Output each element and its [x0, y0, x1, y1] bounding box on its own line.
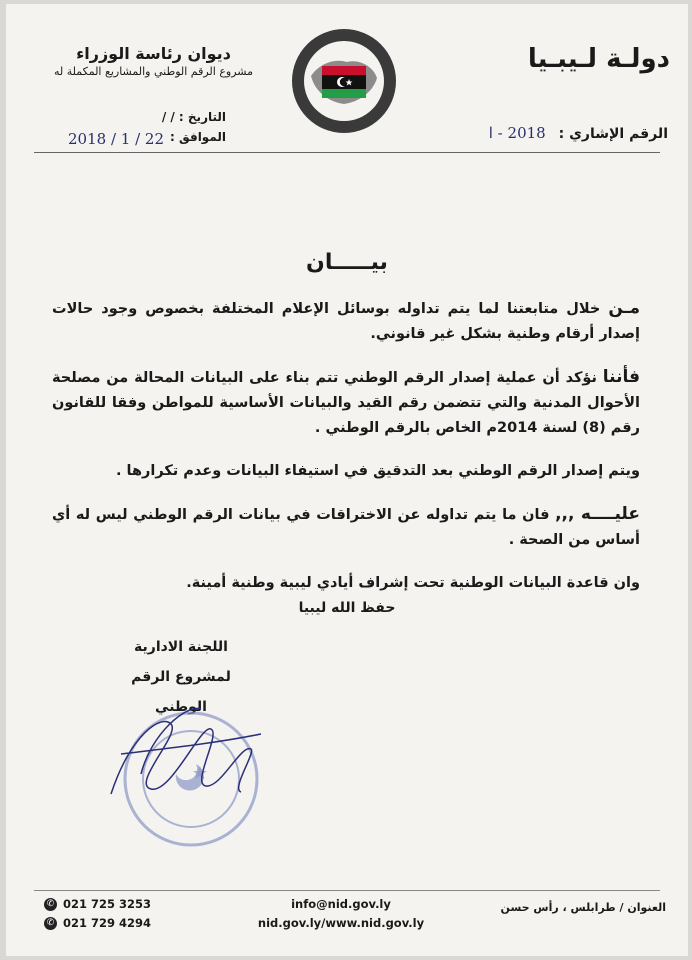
paragraph-3-text: ويتم إصدار الرقم الوطني بعد التدقيق في استيفاء البيانات وعدم تكرارها .: [115, 463, 640, 479]
paragraph-1-text: خلال متابعتنا لما يتم تداوله بوسائل الإعلام المختلفة بخصوص وجود حالات إصدار أرقام وطنية بشكل غير قانوني.: [52, 301, 640, 342]
date-block: [46, 110, 261, 150]
reference-number: [489, 124, 668, 142]
paragraph-4-text: فان ما يتم تداوله عن الاختراقات في بيانات الرقم الوطني ليس له أي أساس من الصحة .: [52, 507, 640, 548]
phone-number-2: 021 729 4294: [63, 916, 152, 930]
header-state: [528, 44, 670, 74]
header-divider: [34, 152, 660, 153]
footer-phones: [44, 895, 151, 933]
header-office: [46, 44, 261, 78]
footer-divider: [34, 890, 660, 891]
signatory-line-1: اللجنة الادارية: [134, 639, 228, 655]
paragraph-5: [52, 571, 640, 596]
paragraph-2-text: نؤكد أن عملية إصدار الرقم الوطني تتم بناء على البيانات المحالة من مصلحة الأحوال المدنية والتي تتضمن رقم القيد والبيانات الأساسية للمواطن وفقا للقانون رقم (8) لسنة 2014م الخاص بالرقم الوطني .: [52, 370, 640, 436]
gregorian-date-label: الموافق :: [170, 130, 226, 144]
phone-icon: ✆: [44, 898, 57, 911]
paragraph-1-lead: مـن: [608, 298, 640, 318]
footer-address: العنوان / طرابلس ، رأس حسن: [500, 901, 666, 914]
state-name: دولـة لـيبـيا: [527, 44, 670, 74]
office-name: ديوان رئاسة الوزراء: [76, 44, 231, 63]
office-subtitle: مشروع الرقم الوطني والمشاريع المكملة له: [54, 65, 253, 78]
government-seal: [289, 26, 399, 136]
handwritten-signature-icon: [91, 694, 271, 814]
statement-body: [52, 296, 640, 614]
phone-row-2: [44, 914, 151, 933]
closing-phrase: حفظ الله ليبيا: [298, 600, 396, 616]
paragraph-1: [52, 296, 640, 347]
reference-label: الرقم الإشاري :: [558, 126, 668, 142]
reference-value: 2018 - ا: [488, 124, 546, 142]
gregorian-date-value: 2018 / 1 / 22: [68, 130, 164, 148]
phone-icon: ✆: [44, 917, 57, 930]
paragraph-5-text: وان قاعدة البيانات الوطنية تحت إشراف أيادي ليبية وطنية أمينة.: [186, 575, 640, 591]
paragraph-4-lead: عليــــه ,,,: [555, 504, 640, 524]
paragraph-3: [52, 459, 640, 484]
phone-row-1: [44, 895, 151, 914]
paragraph-4: [52, 502, 640, 553]
hijri-date-label: التاريخ : / /: [161, 110, 226, 124]
document-title: بيـــــان: [306, 250, 388, 275]
footer-website[interactable]: nid.gov.ly/www.nid.gov.ly: [257, 916, 425, 930]
signatory-line-2: لمشروع الرقم الوطني: [131, 669, 231, 715]
footer-email[interactable]: info@nid.gov.ly: [291, 897, 391, 911]
paragraph-2-lead: فأننا: [602, 367, 640, 387]
phone-number-1: 021 725 3253: [63, 897, 152, 911]
letter-page: [6, 4, 688, 956]
footer-contact: [256, 895, 426, 933]
seal-emblem-icon: [289, 26, 399, 136]
paragraph-2: [52, 365, 640, 441]
